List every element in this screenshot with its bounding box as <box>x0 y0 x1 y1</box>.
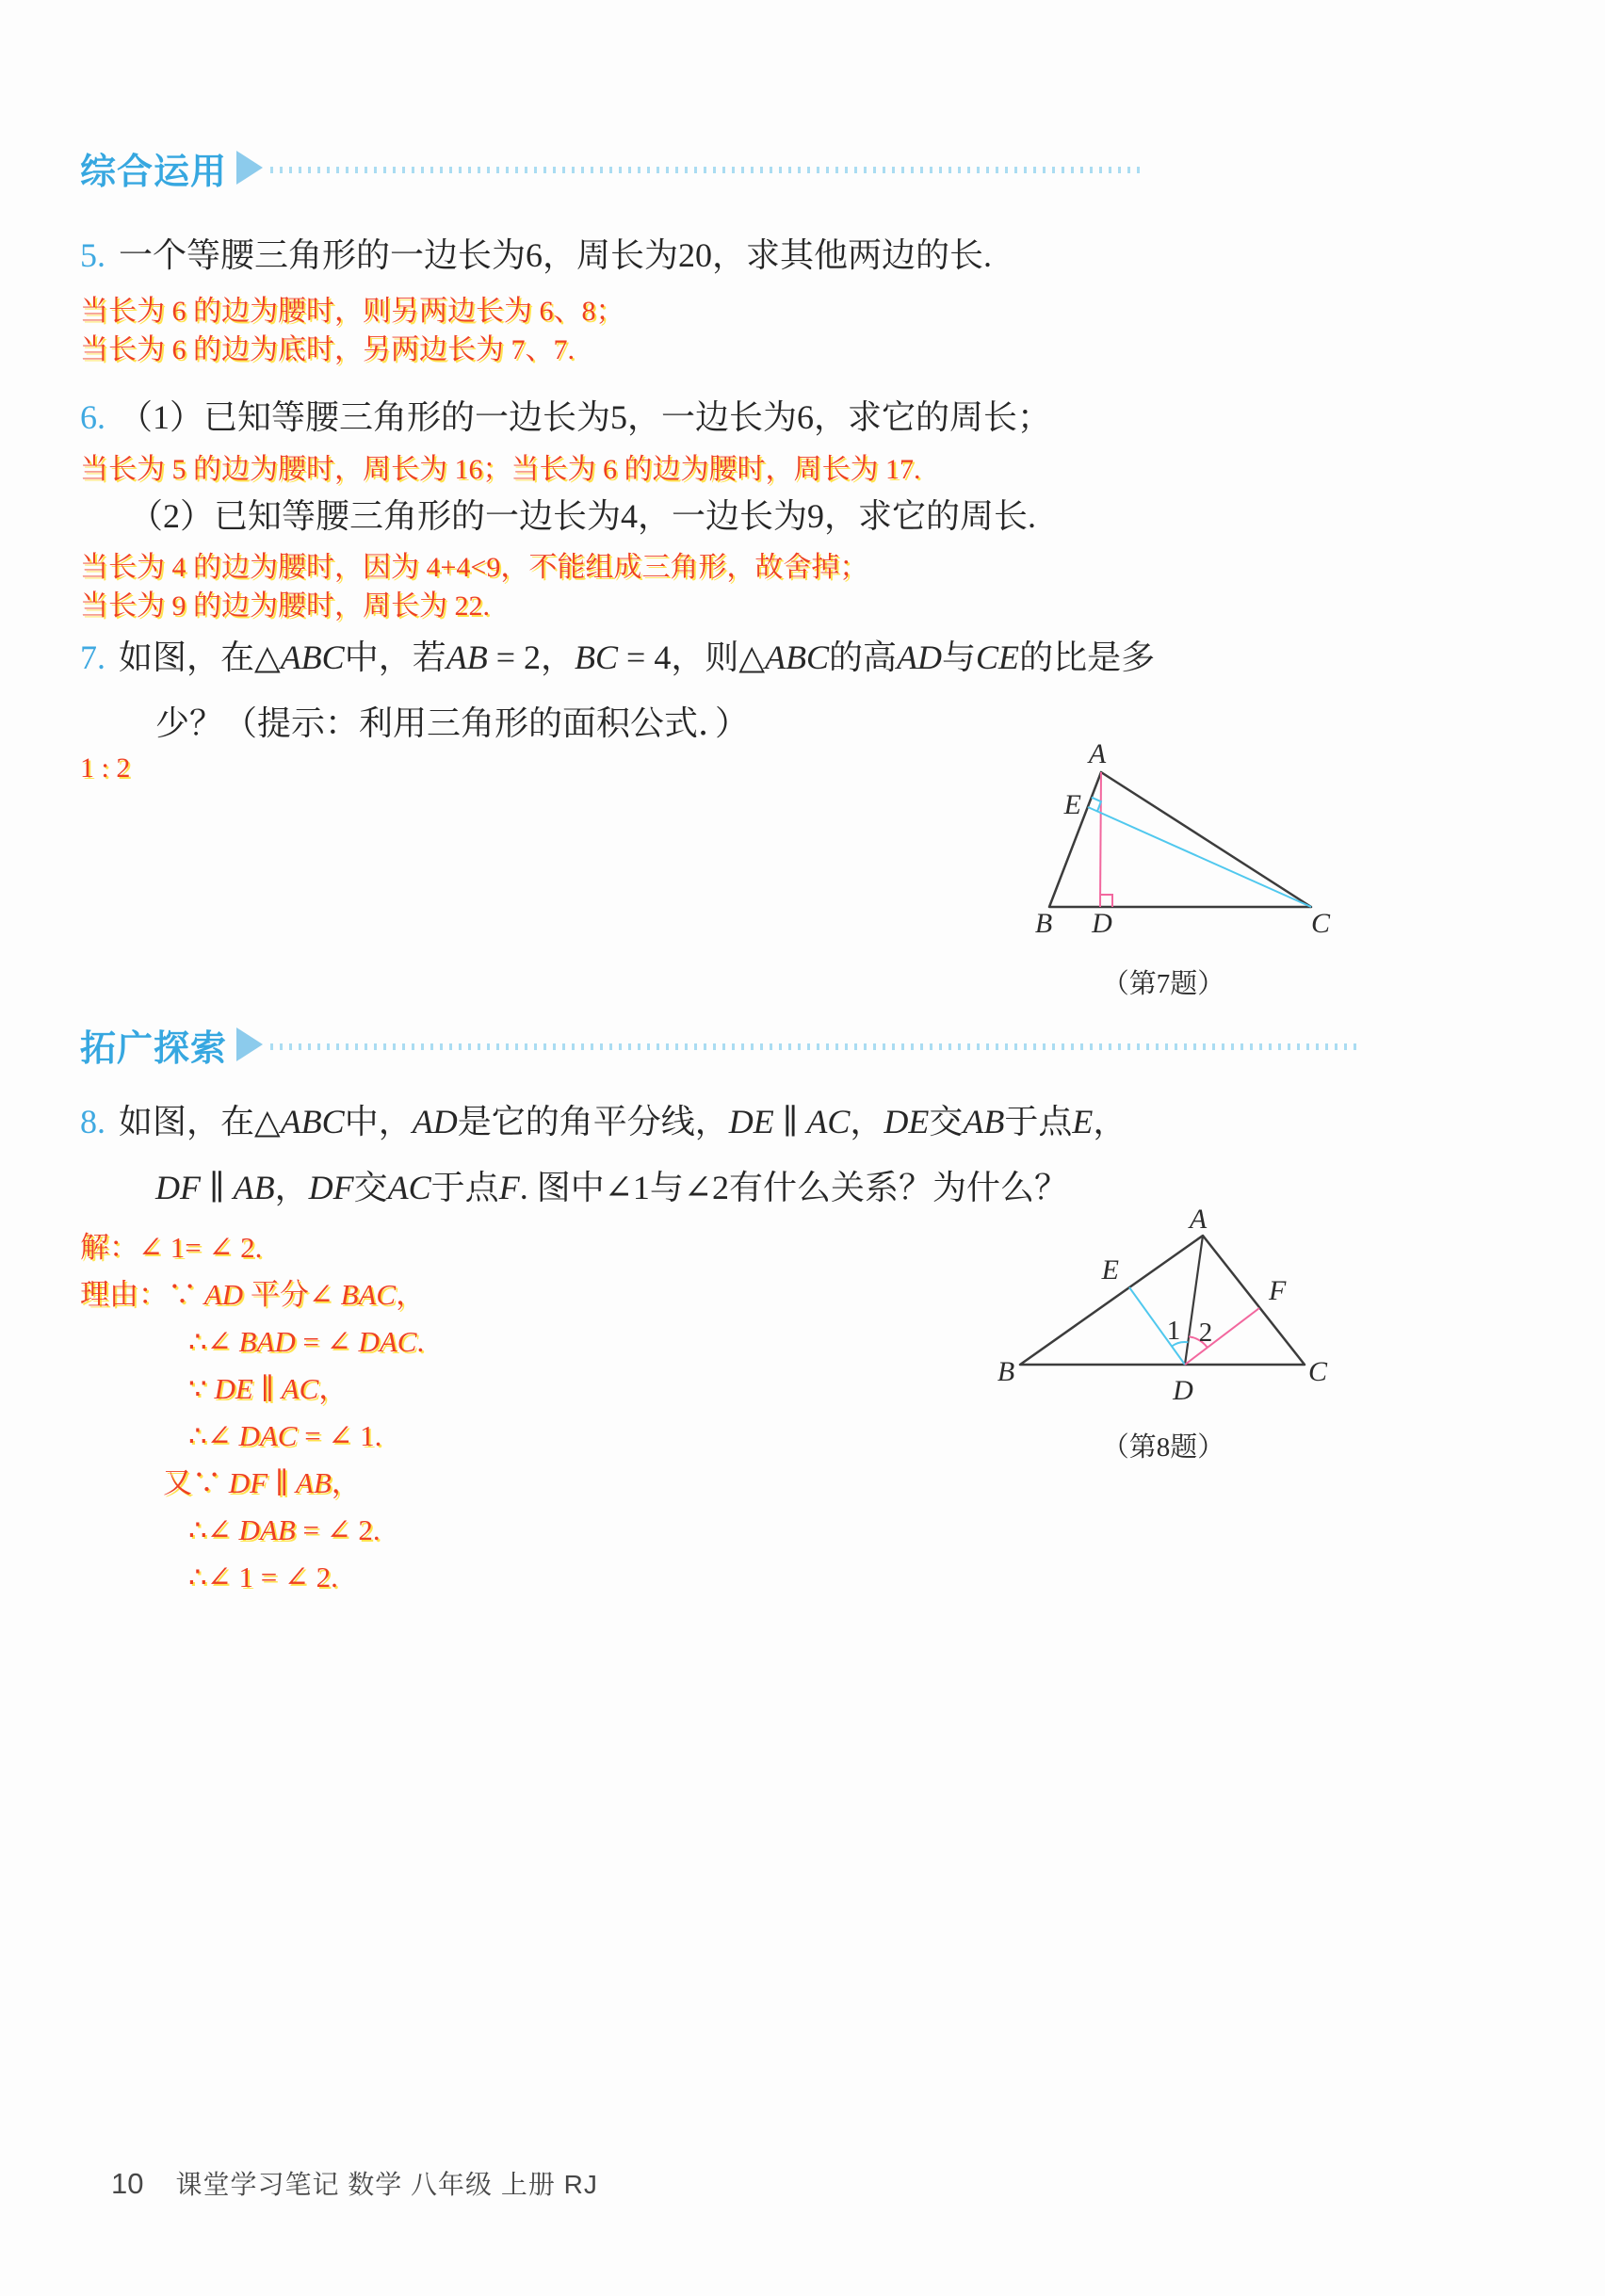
triangle-abc-outline <box>1049 772 1311 907</box>
problem-6-part2 <box>129 490 1036 538</box>
segment-df-line <box>1185 1308 1259 1365</box>
problem-6-answer-2 <box>80 548 867 625</box>
vertex-label-d: D <box>1173 1375 1193 1406</box>
section-title: 综合运用 <box>80 152 228 192</box>
solution-line: 理由：∵ AD 平分∠ BAC， <box>80 1278 426 1311</box>
problem-7-answer <box>80 749 130 787</box>
altitude-ce-line <box>1088 807 1311 907</box>
problem-5-answer <box>80 292 624 369</box>
dotted-leader <box>270 1043 1363 1050</box>
triangle-arrow-icon <box>236 1027 263 1061</box>
problem-5-statement <box>80 229 992 277</box>
triangle-abc-outline <box>1020 1236 1305 1365</box>
vertex-label-f: F <box>1269 1275 1287 1306</box>
figure-7-caption: （第7题） <box>1101 969 1225 999</box>
problem-7-statement-line2 <box>155 697 749 745</box>
problem-6-part1-text: （1）已知等腰三角形的一边长为5，一边长为6，求它的周长； <box>119 398 1052 436</box>
problem-8-text-line2: DF ∥ AB，DF交AC于点F. 图中∠1与∠2有什么关系？为什么？ <box>155 1169 1069 1206</box>
section-header-comprehensive <box>80 146 1140 192</box>
vertex-label-e: E <box>1101 1254 1119 1285</box>
problem-8-solution <box>80 1224 425 1601</box>
vertex-label-a: A <box>1189 1205 1208 1235</box>
solution-line: ∵ DE ∥ AC， <box>188 1372 349 1405</box>
vertex-label-e: E <box>1063 789 1081 820</box>
section-header-exploration <box>80 1023 1363 1069</box>
vertex-label-d: D <box>1092 908 1112 939</box>
answer-line: 当长为 4 的边为腰时，因为 4+4<9，不能组成三角形，故舍掉； <box>80 552 868 583</box>
vertex-label-b: B <box>1034 908 1053 939</box>
solution-line: 又∵ DF ∥ AB， <box>163 1466 361 1499</box>
vertex-label-c: C <box>1310 908 1331 939</box>
problem-7-statement-line1 <box>80 631 1155 679</box>
solution-line: ∴∠ DAB = ∠ 2. <box>188 1513 381 1546</box>
problem-8-text-line1: 如图，在△ABC中，AD是它的角平分线，DE ∥ AC，DE交AB于点E， <box>119 1103 1127 1140</box>
answer-line: 当长为 9 的边为腰时，周长为 22. <box>80 590 490 622</box>
answer-line: 当长为 5 的边为腰时，周长为 16；当长为 6 的边为腰时，周长为 17. <box>80 454 921 485</box>
problem-6-answer-1 <box>80 450 921 489</box>
dotted-leader <box>270 167 1140 173</box>
page-footer <box>111 2164 598 2202</box>
problem-7-text-line2: 少？（提示：利用三角形的面积公式．） <box>155 704 750 742</box>
solution-line: 解：∠ 1= ∠ 2. <box>80 1231 263 1264</box>
triangle-arrow-icon <box>236 151 263 185</box>
altitude-ad-line <box>1100 772 1101 907</box>
section-title: 拓广探索 <box>80 1028 228 1069</box>
figure-8-caption: （第8题） <box>1101 1432 1225 1463</box>
answer-line: 当长为 6 的边为底时，另两边长为 7、7. <box>80 334 575 365</box>
problem-8-statement-line1 <box>80 1095 1127 1143</box>
footer-caption: 课堂学习笔记 数学 八年级 上册 RJ <box>175 2170 598 2199</box>
problem-7-number: 7. <box>80 639 105 676</box>
problem-6-part1 <box>80 391 1051 439</box>
solution-line: ∴∠ DAC = ∠ 1. <box>188 1419 382 1452</box>
angle-1-label: 1 <box>1166 1316 1181 1346</box>
figure-problem-8 <box>989 1205 1385 1469</box>
problem-5-text: 一个等腰三角形的一边长为6，周长为20，求其他两边的长. <box>119 236 993 274</box>
problem-7-text-line1: 如图，在△ABC中，若AB = 2，BC = 4，则△ABC的高AD与CE的比是多 <box>119 639 1156 676</box>
solution-line: ∴∠ 1 = ∠ 2. <box>188 1560 338 1593</box>
problem-6-part2-text: （2）已知等腰三角形的一边长为4，一边长为9，求它的周长. <box>129 497 1037 535</box>
problem-8-statement-line2 <box>155 1161 1068 1209</box>
solution-line: ∴∠ BAD = ∠ DAC. <box>188 1325 425 1358</box>
vertex-label-a: A <box>1088 738 1107 769</box>
angle-2-label: 2 <box>1198 1318 1213 1348</box>
figure-problem-7 <box>989 733 1385 1015</box>
vertex-label-b: B <box>997 1356 1015 1387</box>
problem-8-number: 8. <box>80 1103 105 1140</box>
page-number: 10 <box>111 2167 144 2200</box>
answer-line: 1 : 2 <box>80 752 131 784</box>
answer-line: 当长为 6 的边为腰时，则另两边长为 6、8； <box>80 296 624 327</box>
problem-6-number: 6. <box>80 398 105 436</box>
right-angle-mark-d <box>1100 895 1112 907</box>
vertex-label-c: C <box>1307 1356 1328 1387</box>
problem-5-number: 5. <box>80 236 105 274</box>
